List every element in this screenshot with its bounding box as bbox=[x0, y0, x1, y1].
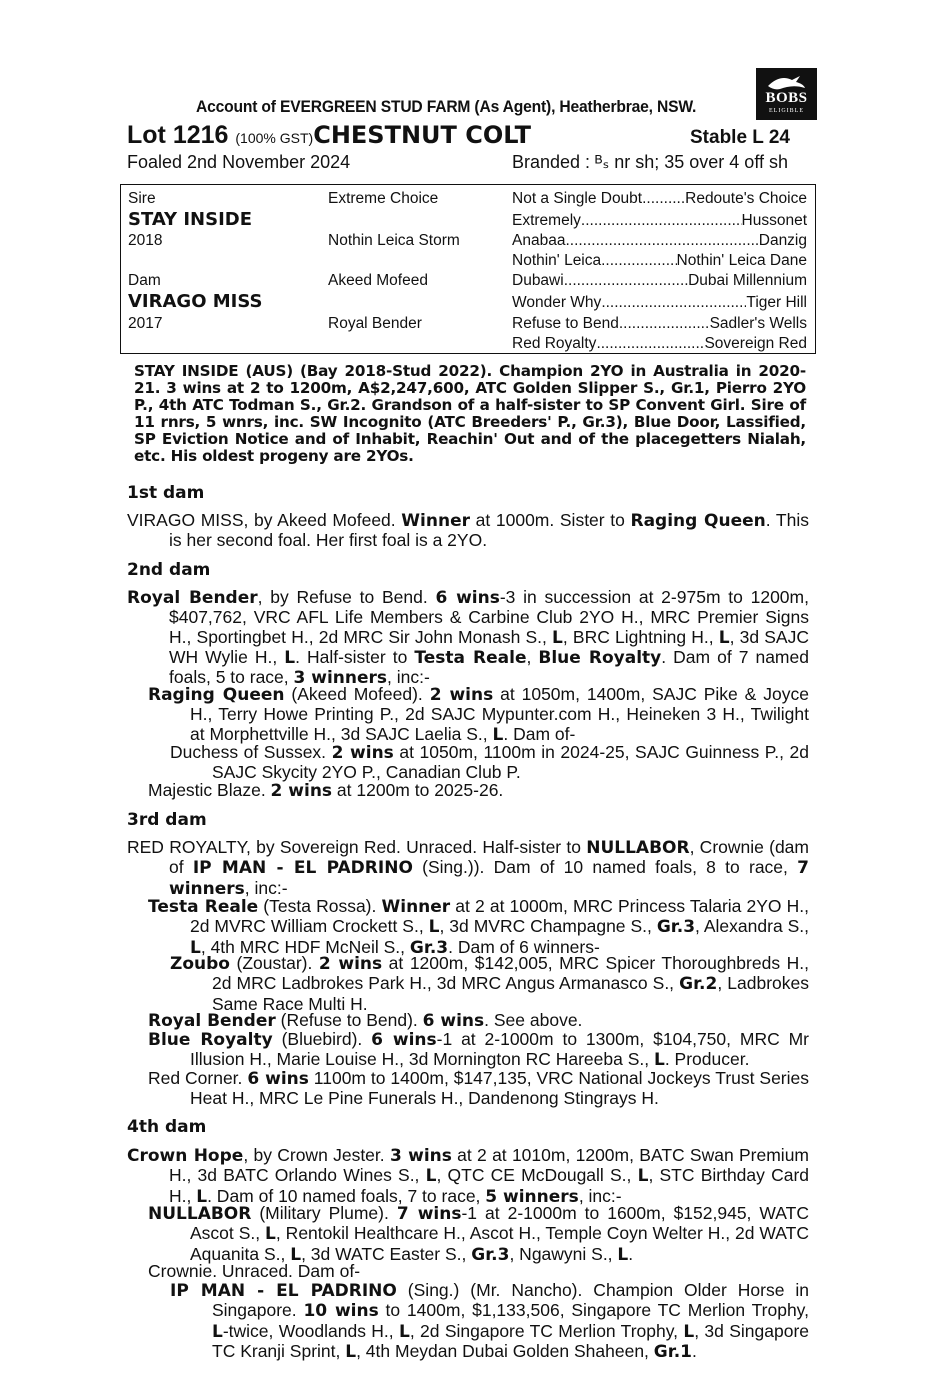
dam-entry: RED ROYALTY, by Sovereign Red. Unraced. Half-sister to NULLABOR, Crownie (dam of IP MAN - EL PADRINO (Sing.)). Dam of 10 named foals, 8 to race, 7 winners, inc:- bbox=[127, 837, 809, 899]
progeny-entry: Duchess of Sussex. 2 wins at 1050m, 1100m in 2024-25, SAJC Guinness P., 2d SAJC Skycity 2YO P., Canadian Club P. bbox=[170, 742, 809, 783]
progeny-entry: Crownie. Unraced. Dam of- bbox=[148, 1261, 361, 1281]
brand-description: Branded : ᴮₛ nr sh; 35 over 4 off sh bbox=[512, 152, 789, 172]
lot-description: CHESTNUT COLT bbox=[313, 121, 531, 149]
stable-number: Stable L 24 bbox=[690, 127, 790, 148]
dam-entry: Royal Bender, by Refuse to Bend. 6 wins-3 in succession at 2-975m to 1200m, $407,762, VRC AFL Life Members & Carbine Club 2YO H., MRC Premier Signs H., Sportingbet H., 2d MRC Sir John Monash S., L, BRC Lightning H., L, 3d SAJC WH Wylie H., L. Half-sister to Testa Reale, Blue Royalty. Dam of 7 named foals, 5 to race, 3 winners, inc:- bbox=[127, 587, 809, 689]
g3-row: Wonder Why ..... Tiger Hill bbox=[512, 294, 807, 312]
section-heading: 3rd dam bbox=[127, 810, 207, 830]
logo-subtext: ELIGIBLE bbox=[769, 108, 804, 114]
dam-entry: Crown Hope, by Crown Jester. 3 wins at 2 at 1010m, 1200m, BATC Swan Premium H., 3d BATC Orlando Wines S., L, QTC CE McDougall S., L, STC Birthday Card H., L. Dam of 10 named foals, 7 to race, 5 winners, inc:- bbox=[127, 1145, 810, 1207]
gst-note: (100% GST) bbox=[235, 130, 314, 146]
lot-line bbox=[127, 121, 531, 150]
g3-row: Not a Single Doubt ..... Redoute's Choice bbox=[512, 190, 807, 208]
progeny-entry: Red Corner. 6 wins 1100m to 1400m, $147,135, VRC National Jockeys Trust Series Heat H., MRC Le Pine Funerals H., Dandenong Stingrays H. bbox=[148, 1068, 810, 1109]
sire-summary: STAY INSIDE (AUS) (Bay 2018-Stud 2022). Champion 2YO in Australia in 2020-21. 3 wins at 2 to 1200m, A$2,247,600, ATC Golden Slipper S., Gr.1, Pierro 2YO P., 4th ATC Todman S., Gr.2. Grandson of a half-sister to SP Convent Girl. Sire of 11 rnrs, 5 wnrs, inc. SW Incognito (ATC Breeders' P., Gr.3), Blue Door, Lassified, SP Eviction Notice and of Inhabit, Reachin' Out and of the placegetters Nialah, etc. His oldest progeny are 2YOs. bbox=[134, 362, 806, 465]
dam-sire: Akeed Mofeed bbox=[328, 272, 428, 289]
progeny-entry: Blue Royalty (Bluebird). 6 wins-1 at 2-1000m to 1300m, $104,750, MRC Mr Illusion H., Marie Louise H., 3d Mornington RC Hareeba S., L. Producer. bbox=[148, 1029, 809, 1071]
logo-text: BOBS bbox=[765, 90, 808, 106]
progeny-entry: Royal Bender (Refuse to Bend). 6 wins. See above. bbox=[148, 1010, 583, 1031]
sire-label: Sire bbox=[128, 190, 156, 207]
progeny-entry: IP MAN - EL PADRINO (Sing.) (Mr. Nancho). Champion Older Horse in Singapore. 10 wins to 1400m, $1,133,506, Singapore TC Merlion Trophy, L-twice, Woodlands H., L, 2d Singapore TC Merlion Trophy, L, 3d Singapore TC Kranji Sprint, L, 4th Meydan Dubai Golden Shaheen, Gr.1. bbox=[170, 1280, 810, 1362]
g3-row: Extremely ..... Hussonet bbox=[512, 212, 807, 230]
progeny-entry: Raging Queen (Akeed Mofeed). 2 wins at 1050m, 1400m, SAJC Pike & Joyce H., Terry Howe Printing P., 2d SAJC Mypunter.com H., Heineken 3 H., Twilight at Morphettville H., 3d SAJC Laelia S., L. Dam of- bbox=[148, 684, 809, 745]
g3-row: Anabaa ..... Danzig bbox=[512, 232, 807, 250]
bobs-eligible-logo bbox=[756, 68, 817, 120]
dam-label: Dam bbox=[128, 272, 161, 289]
section-heading: 4th dam bbox=[127, 1117, 207, 1137]
sire-dam: Nothin Leica Storm bbox=[328, 232, 460, 249]
progeny-entry: Testa Reale (Testa Rossa). Winner at 2 at 1000m, MRC Princess Talaria 2YO H., 2d MVRC William Crockett S., L, 3d MVRC Champagne S., Gr.3, Alexandra S., L, 4th MRC HDF McNeil S., Gr.3. Dam of 6 winners- bbox=[148, 896, 810, 958]
dam-entry: VIRAGO MISS, by Akeed Mofeed. Winner at 1000m. Sister to Raging Queen. This is her second foal. Her first foal is a 2YO. bbox=[127, 510, 809, 551]
progeny-entry: NULLABOR (Military Plume). 7 wins-1 at 2-1000m to 1600m, $152,945, WATC Ascot S., L, Rentokil Healthcare H., Ascot H., Temple Coyn Welter H., 2d WATC Aquanita S., L, 3d WATC Easter S., Gr.3, Ngawyni S., L. bbox=[148, 1203, 809, 1265]
progeny-entry: Zoubo (Zoustar). 2 wins at 1200m, $142,005, MRC Spicer Thoroughbreds H., 2d MRC Ladbrokes Park H., 3d MRC Angus Armanasco S., Gr.2, Ladbrokes Same Race Multi H. bbox=[170, 953, 809, 1014]
lot-number: Lot 1216 bbox=[127, 121, 229, 149]
g3-row: Dubawi ..... Dubai Millennium bbox=[512, 272, 807, 290]
pedigree-table bbox=[120, 184, 816, 354]
progeny-entry: Majestic Blaze. 2 wins at 1200m to 2025-26. bbox=[148, 780, 504, 801]
vendor-line: Account of EVERGREEN STUD FARM (As Agent), Heatherbrae, NSW. bbox=[196, 97, 697, 116]
dam-dam: Royal Bender bbox=[328, 315, 422, 332]
section-heading: 1st dam bbox=[127, 483, 205, 503]
section-heading: 2nd dam bbox=[127, 560, 211, 580]
sire-year: 2018 bbox=[128, 232, 163, 249]
dam-name: VIRAGO MISS bbox=[128, 291, 263, 312]
dam-year: 2017 bbox=[128, 315, 163, 332]
foaled-date: Foaled 2nd November 2024 bbox=[127, 152, 351, 172]
sire-sire: Extreme Choice bbox=[328, 190, 439, 207]
sire-name: STAY INSIDE bbox=[128, 209, 253, 230]
g3-row: Red Royalty ..... Sovereign Red bbox=[512, 335, 807, 353]
g3-row: Nothin' Leica ..... Nothin' Leica Dane bbox=[512, 252, 807, 270]
g3-row: Refuse to Bend ..... Sadler's Wells bbox=[512, 315, 807, 333]
